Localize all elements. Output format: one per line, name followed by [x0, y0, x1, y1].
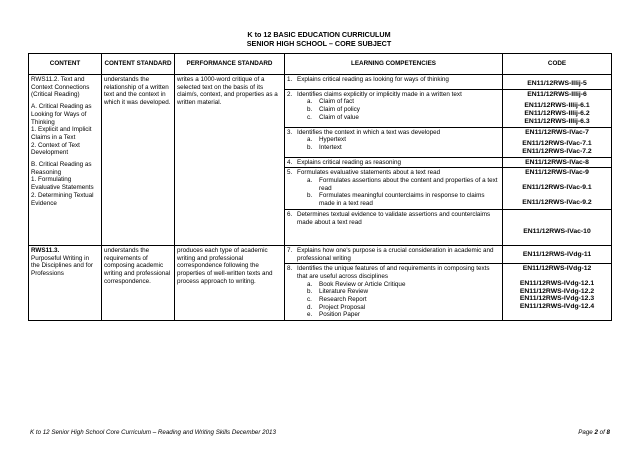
- code-cell: [503, 264, 612, 321]
- code-value: EN11/12RWS-IVac-9: [525, 169, 589, 177]
- competency-cell: 5. Formulates evaluative statements about a text read a. Formulates assertions about the content and properties of a text read b. Formulates meaningful counterclaims in response to claims made in a text read: [285, 168, 503, 210]
- table-row: [29, 75, 612, 90]
- curriculum-table: [28, 53, 612, 321]
- content-item: Purposeful Writing in the Disciplines and for Professions: [31, 254, 93, 277]
- code-value: EN11/12RWS-IVac-9.1: [522, 184, 592, 192]
- competency-text: Explains how one's purpose is a crucial consideration in academic and professional writing: [297, 246, 494, 262]
- competency-cell: 2. Identifies claims explicitly or implicitly made in a written text a. Claim of fact b. Claim of policy c. Claim of value: [285, 89, 503, 127]
- code-value: EN11/12RWS-IIIij-6.2: [524, 110, 590, 118]
- footer-text: K to 12 Senior High School Core Curriculum – Reading and Writing Skills December 2013: [30, 429, 276, 436]
- performance-standard-cell: writes a 1000-word critique of a selected text on the basis of its claim/s, context, and properties as a written material.: [175, 75, 285, 246]
- code-value: EN11/12RWS-IVdg-12.1: [519, 279, 595, 287]
- code-value: EN11/12RWS-IIIij-6: [527, 90, 587, 98]
- competency-cell: 8. Identifies the unique features of and requirements in composing texts that are useful across disciplines a. Book Review or Article Critique b. Literature Review c. Research Report d. Project Proposal e. Position Paper: [285, 264, 503, 321]
- content-heading: RWS11.2. Text and Context Connections (Critical Reading): [31, 76, 90, 99]
- content-item: 2. Context of Text Development: [31, 141, 80, 157]
- col-header-content: CONTENT: [29, 54, 102, 75]
- document-title: K to 12 BASIC EDUCATION CURRICULUM: [247, 30, 391, 39]
- competency-cell: 7. Explains how one's purpose is a crucial consideration in academic and professional writing: [285, 245, 503, 263]
- performance-standard-cell: produces each type of academic writing and professional correspondence following the properties of well-written texts and process approach to writing.: [175, 245, 285, 320]
- code-value: EN11/12RWS-IVac-10: [523, 227, 591, 235]
- table-row: [29, 245, 612, 263]
- content-item: A. Critical Reading as Looking for Ways of Thinking: [31, 103, 92, 126]
- code-value: EN11/12RWS-IVdg-12.2: [519, 287, 595, 295]
- code-cell: [503, 245, 612, 263]
- code-cell: [503, 209, 612, 245]
- content-cell: [29, 75, 102, 246]
- content-standard-cell: understands the relationship of a written text and the context in which it was developed.: [102, 75, 175, 246]
- competency-cell: 1. Explains critical reading as looking for ways of thinking: [285, 75, 503, 90]
- code-value: EN11/12RWS-IVac-9.2: [522, 198, 592, 206]
- competency-cell: 6. Determines textual evidence to validate assertions and counterclaims made about a text read: [285, 209, 503, 245]
- competency-text: Formulates evaluative statements about a text read: [297, 169, 441, 177]
- col-header-code: CODE: [503, 54, 612, 75]
- competency-cell: 3. Identifies the context in which a text was developed a. Hypertext b. Intertext: [285, 127, 503, 157]
- code-value: EN11/12RWS-IVdg-12: [522, 265, 592, 273]
- competency-text: Explains critical reading as reasoning: [297, 158, 401, 166]
- code-value: EN11/12RWS-IVdg-12.3: [519, 295, 595, 303]
- code-value: EN11/12RWS-IVdg-11: [522, 250, 592, 258]
- col-header-performance-standard: PERFORMANCE STANDARD: [175, 54, 285, 75]
- content-cell: [29, 245, 102, 320]
- code-value: EN11/12RWS-IIIij-6.3: [524, 117, 590, 125]
- content-standard-cell: understands the requirements of composing academic writing and professional correspondence.: [102, 245, 175, 320]
- code-value: EN11/12RWS-IVac-7.1: [522, 140, 592, 148]
- content-item: 1. Explicit and Implicit Claims in a Text: [31, 126, 92, 141]
- document-subtitle: SENIOR HIGH SCHOOL – CORE SUBJECT: [246, 39, 392, 48]
- code-cell: [503, 127, 612, 157]
- code-value: EN11/12RWS-IVac-8: [525, 158, 589, 166]
- competency-text: Identifies the context in which a text was developed: [297, 128, 441, 136]
- content-item: B. Critical Reading as Reasoning: [31, 161, 92, 176]
- code-value: EN11/12RWS-IVac-7.2: [522, 147, 592, 155]
- content-item: 2. Determining Textual Evidence: [31, 191, 94, 207]
- competency-text: Determines textual evidence to validate assertions and counterclaims made about a text read: [297, 210, 491, 226]
- code-cell: [503, 75, 612, 90]
- code-value: EN11/12RWS-IIIij-5: [527, 80, 587, 87]
- competency-text: Explains critical reading as looking for ways of thinking: [297, 76, 449, 83]
- table-header-row: [29, 54, 612, 75]
- code-value: EN11/12RWS-IVac-7: [525, 128, 589, 136]
- col-header-content-standard: CONTENT STANDARD: [102, 54, 175, 75]
- competency-text: Identifies the unique features of and requirements in composing texts that are useful across disciplines: [297, 265, 490, 280]
- competency-cell: 4. Explains critical reading as reasoning: [285, 157, 503, 168]
- page-number: Page 2 of 8: [578, 429, 610, 436]
- content-item: 1. Formulating Evaluative Statements: [31, 176, 94, 192]
- content-heading: RWS11.3.: [31, 246, 60, 254]
- code-cell: [503, 168, 612, 210]
- code-value: EN11/12RWS-IVdg-12.4: [519, 303, 595, 311]
- code-cell: [503, 157, 612, 168]
- competency-text: Identifies claims explicitly or implicitly made in a written text: [297, 90, 462, 98]
- code-cell: [503, 89, 612, 127]
- col-header-learning-competencies: LEARNING COMPETENCIES: [285, 54, 503, 75]
- code-value: EN11/12RWS-IIIij-6.1: [524, 102, 590, 110]
